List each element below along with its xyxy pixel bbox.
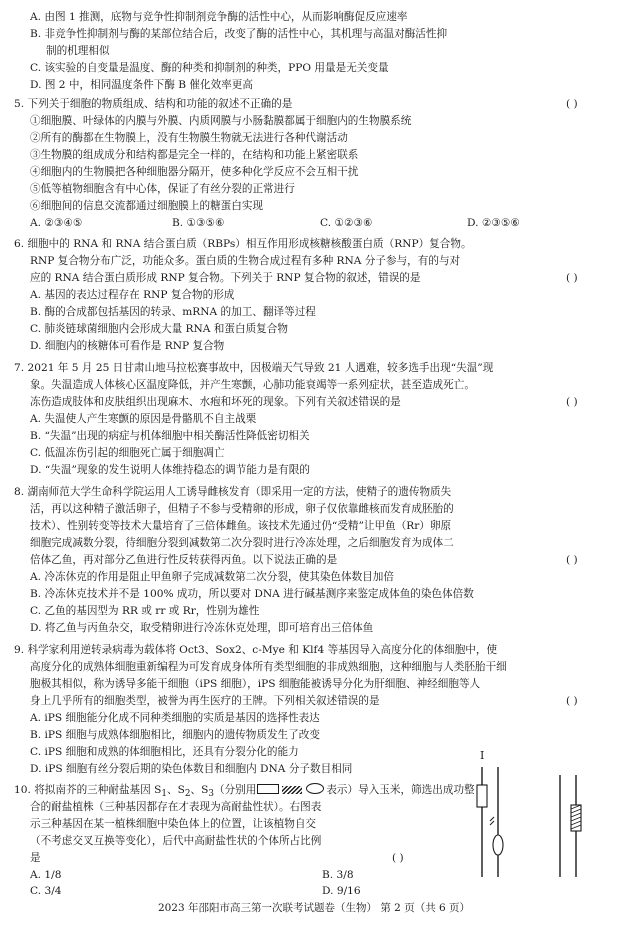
q5-option-a: A. ②③④⑤: [30, 217, 83, 229]
q10-sub-1: 1: [161, 789, 167, 800]
q9-option-b: B. iPS 细胞与成熟体细胞相比，细胞内的遗传物质发生了改变: [30, 729, 320, 741]
q10-stem-line-4: （不考虑交叉互换等变化），后代中高耐盐性状的个体所占比例: [30, 835, 322, 847]
q10-sep-2: 、S: [190, 784, 209, 796]
q6-option-b: B. 酶的合成都包括基因的转录、mRNA 的加工、翻译等过程: [30, 306, 316, 318]
q9-answer-blank: ( ): [566, 695, 578, 707]
gene-s1-rect: [477, 785, 487, 807]
q9-stem-line-2: 高度分化的成熟体细胞重新编程为可发育成身体所有类型细胞的非成熟细胞，这种细胞与人类胚胎干细: [30, 661, 507, 673]
q6-stem-line-3: 应的 RNA 结合蛋白质形成 RNP 复合物。下列关于 RNP 复合物的叙述，错误的是: [30, 272, 421, 284]
q6-option-c: C. 肺炎链球菌细胞内会形成大量 RNA 和蛋白质复合物: [30, 323, 288, 335]
q10-sub-2: 2: [184, 789, 191, 800]
q10-option-b: B. 3/8: [322, 869, 354, 881]
gene-s2-hatched: [571, 805, 581, 831]
prev-option-a: A. 由图 1 推测，底物与竞争性抑制剂竞争酶的活性中心，从而影响酶促反应速率: [30, 11, 408, 23]
q8-stem-line-3: 技术）、性别转变等技术大量培育了三倍体雌鱼。该技术先通过仍“受精”让甲鱼（Rr）卵原: [30, 520, 452, 532]
q6-stem-line-1: 6. 细胞中的 RNA 和 RNA 结合蛋白质（RBPs）相互作用形成核糖核酸蛋白质（RNP）复合物。: [14, 238, 472, 250]
q9-stem-line-3: 胞极其相似，称为诱导多能干细胞（iPS 细胞），iPS 细胞能被诱导分化为肝细胞、神经细胞等人: [30, 678, 481, 690]
q5-option-c: C. ①②③⑥: [320, 217, 373, 229]
q5-item-4: ④细胞内的生物膜把各种细胞器分隔开，使多种化学反应不会互相干扰: [30, 166, 359, 178]
q7-stem-line-3: 冻伤造成肢体和皮肤组织出现麻木、水疱和坏死的现象。下列有关叙述错误的是: [30, 396, 401, 408]
q5-item-2: ②所有的酶都在生物膜上，没有生物膜生物就无法进行各种代谢活动: [30, 132, 348, 144]
figure-label: I: [480, 749, 485, 762]
legend-s1-rectangle-icon: [257, 784, 279, 794]
q10-stem-line-3: 示三种基因在某一植株细胞中染色体上的位置，让该植物自交: [30, 818, 317, 830]
q10-stem-part-1: 10. 将拟南芥的三种耐盐基因 S: [14, 784, 162, 796]
chromosome-figure-svg: [462, 745, 602, 885]
q8-option-c: C. 乙鱼的基因型为 RR 或 rr 或 Rr，性别为雄性: [30, 605, 260, 617]
q5-item-3: ③生物膜的组成成分和结构都是完全一样的，在结构和功能上紧密联系: [30, 149, 359, 161]
q8-answer-blank: ( ): [566, 554, 578, 566]
prev-option-b-cont: 制的机理相似: [46, 45, 110, 57]
q6-option-a: A. 基因的表达过程存在 RNP 复合物的形成: [30, 289, 235, 301]
q10-answer-blank: ( ): [392, 852, 404, 864]
q8-stem-line-2: 活，再以这种精子激活卵子，但精子不参与受精卵的形成，卵子仅依靠雌核而发育成胚胎的: [30, 503, 454, 515]
q9-option-d: D. iPS 细胞有丝分裂后期的染色体数目和细胞内 DNA 分子数目相同: [30, 763, 353, 775]
q10-option-c: C. 3/4: [30, 885, 62, 897]
break-mark: [490, 817, 494, 825]
q9-option-a: A. iPS 细胞能分化成不同种类细胞的实质是基因的选择性表达: [30, 712, 320, 724]
q7-option-c: C. 低温冻伤引起的细胞死亡属于细胞凋亡: [30, 447, 225, 459]
q9-option-c: C. iPS 细胞和成熟的体细胞相比，还具有分裂分化的能力: [30, 746, 299, 758]
q5-item-6: ⑥细胞间的信息交流都通过细胞膜上的糖蛋白实现: [30, 200, 264, 212]
prev-option-d: D. 图 2 中，相同温度条件下酶 B 催化效率更高: [30, 79, 253, 91]
q7-answer-blank: ( ): [566, 396, 578, 408]
q6-stem-line-2: RNP 复合物分布广泛，功能众多。蛋白质的生物合成过程有多种 RNA 分子参与，有的与对: [30, 255, 461, 267]
prev-option-c: C. 该实验的自变量是温度、酶的种类和抑制剂的种类，PPO 用量是无关变量: [30, 62, 389, 74]
q7-option-b: B. “失温”出现的病症与机体细胞中相关酶活性降低密切相关: [30, 430, 310, 442]
q5-option-d: D. ②③⑤⑥: [467, 217, 520, 229]
q10-sub-3: 3: [208, 789, 214, 800]
q8-option-b: B. 冷冻休克技术并不是 100% 成功，所以要对 DNA 进行碱基测序来鉴定成体鱼的染色体倍数: [30, 588, 474, 600]
q10-stem-part-3: 表示）导入玉米，筛选出成功整: [326, 784, 475, 796]
q7-option-a: A. 失温使人产生寒颤的原因是骨骼肌不自主战栗: [30, 413, 257, 425]
q5-answer-blank: ( ): [566, 98, 578, 110]
q10-sep-1: 、S: [167, 784, 185, 796]
q6-answer-blank: ( ): [566, 272, 578, 284]
q5-item-5: ⑤低等植物细胞含有中心体，保证了有丝分裂的正常进行: [30, 183, 295, 195]
q5-item-1: ①细胞膜、叶绿体的内膜与外膜、内质网膜与小肠黏膜都属于细胞内的生物膜系统: [30, 115, 412, 127]
q7-stem-line-1: 7. 2021 年 5 月 25 日甘肃山地马拉松赛事故中，因极端天气导致 21 人遇难，较多选手出现“失温”现: [14, 362, 494, 374]
q10-option-d: D. 9/16: [322, 885, 361, 897]
q10-stem-part-2: （分别用: [213, 784, 257, 796]
gene-s3-oval: [493, 835, 503, 855]
q9-stem-line-4: 身上几乎所有的细胞类型，被誉为再生医疗的王牌。下列相关叙述错误的是: [30, 695, 380, 707]
legend-s3-oval-icon: [306, 783, 324, 794]
q7-stem-line-2: 象。失温造成人体核心区温度降低，并产生寒颤，心肺功能衰竭等一系列症状，甚至造成死亡。: [30, 379, 475, 391]
legend-s2-hatched-icon: [282, 786, 302, 794]
q8-option-d: D. 将乙鱼与丙鱼杂交，取受精卵进行冷冻休克处理，即可培育出三倍体鱼: [30, 622, 374, 634]
q7-option-d: D. “失温”现象的发生说明人体维持稳态的调节能力是有限的: [30, 464, 310, 476]
q10-option-a: A. 1/8: [30, 869, 62, 881]
q8-stem-line-4: 细胞完成减数分裂，待细胞分裂到减数第二次分裂时进行冷冻处理，之后细胞发育为成体二: [30, 537, 454, 549]
q5-option-b: B. ①③⑤⑥: [172, 217, 225, 229]
q8-stem-line-1: 8. 湖南师范大学生命科学院运用人工诱导雌核发育（即采用一定的方法，使精子的遗传物质失: [14, 486, 452, 498]
q10-stem-line-5: 是: [30, 852, 41, 864]
prev-option-b: B. 非竞争性抑制剂与酶的某部位结合后，改变了酶的活性中心，其机理与高温对酶活性抑: [30, 28, 448, 40]
q8-stem-line-5: 倍体乙鱼，再对部分乙鱼进行性反转获得丙鱼。以下说法正确的是: [30, 554, 338, 566]
q5-stem: 5. 下列关于细胞的物质组成、结构和功能的叙述不正确的是: [14, 98, 293, 110]
chromosome-figure: [462, 745, 602, 890]
q8-option-a: A. 冷冻休克的作用是阻止甲鱼卵子完成减数第二次分裂，使其染色体数目加倍: [30, 571, 394, 583]
page-footer: 2023 年邵阳市高三第一次联考试题卷（生物） 第 2 页（共 6 页）: [157, 902, 471, 914]
q10-stem-line-2: 合的耐盐植株（三种基因都存在才表现为高耐盐性状）。右图表: [30, 801, 322, 813]
q9-stem-line-1: 9. 科学家利用逆转录病毒为载体将 Oct3、Sox2、c-Mye 和 Klf4 等基因导入高度分化的体细胞中，使: [14, 644, 498, 656]
q6-option-d: D. 细胞内的核糖体可看作是 RNP 复合物: [30, 340, 225, 352]
